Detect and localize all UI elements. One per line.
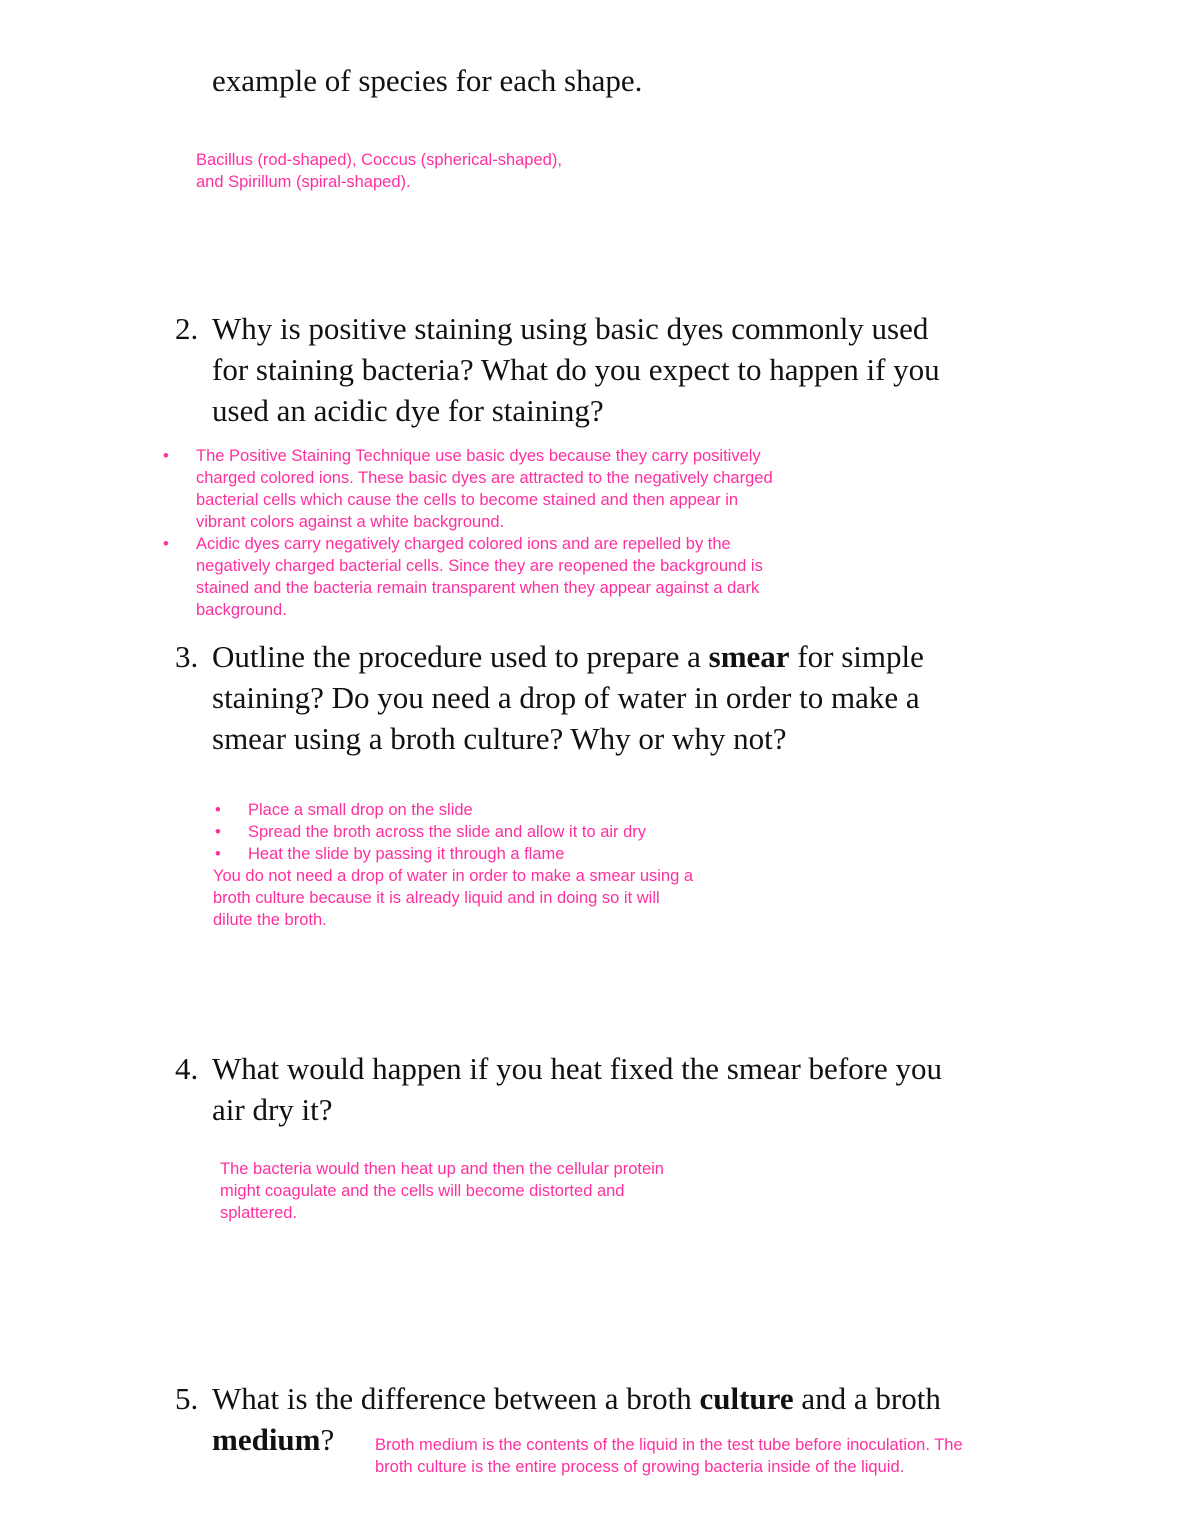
question-4-line: air dry it? <box>212 1092 333 1127</box>
answer-3-line: dilute the broth. <box>213 911 327 929</box>
bullet-icon: • <box>215 823 221 841</box>
answer-2-bullet <box>163 533 773 621</box>
answer-2-line: Acidic dyes carry negatively charged colored ions and are repelled by the <box>196 535 731 553</box>
question-1-text: example of species for each shape. <box>212 63 643 98</box>
answer-5 <box>375 1434 963 1478</box>
question-2-line: Why is positive staining using basic dyes commonly used <box>212 311 929 346</box>
question-3 <box>175 636 924 759</box>
bullet-icon: • <box>163 447 169 465</box>
question-5-term-medium: medium <box>212 1422 321 1457</box>
answer-2-line: background. <box>196 601 287 619</box>
question-4 <box>175 1048 942 1130</box>
answer-3-line: broth culture because it is already liquid and in doing so it will <box>213 889 660 907</box>
answer-2-line: vibrant colors against a white background. <box>196 513 505 531</box>
answer-3-line: You do not need a drop of water in order to make a smear using a <box>213 867 694 885</box>
answer-3-step <box>215 843 693 865</box>
answer-4-line: The bacteria would then heat up and then the cellular protein <box>220 1160 664 1178</box>
bullet-icon: • <box>215 845 221 863</box>
question-3-line: staining? Do you need a drop of water in order to make a <box>212 680 920 715</box>
bullet-icon: • <box>215 801 221 819</box>
question-5-text: ? <box>320 1422 335 1457</box>
question-4-number: 4. <box>175 1051 199 1086</box>
answer-1-line: Bacillus (rod-shaped), Coccus (spherical-shaped), <box>196 151 562 169</box>
question-3-text: for simple <box>789 639 924 674</box>
question-4-line: What would happen if you heat fixed the smear before you <box>212 1051 942 1086</box>
answer-4-line: might coagulate and the cells will become distorted and <box>220 1182 625 1200</box>
question-3-line <box>212 636 924 677</box>
answer-3 <box>213 799 693 931</box>
answer-3-step-text: Place a small drop on the slide <box>248 801 473 819</box>
answer-2-line: The Positive Staining Technique use basic dyes because they carry positively <box>196 447 761 465</box>
answer-2-line: charged colored ions. These basic dyes are attracted to the negatively charged <box>196 469 773 487</box>
answer-3-step-text: Spread the broth across the slide and allow it to air dry <box>248 823 647 841</box>
question-5-number: 5. <box>175 1381 199 1416</box>
answer-2-line: bacterial cells which cause the cells to become stained and then appear in <box>196 491 739 509</box>
answer-2 <box>163 445 773 621</box>
question-2-line: for staining bacteria? What do you expect to happen if you <box>212 352 940 387</box>
question-1-continuation <box>212 60 642 101</box>
question-2-line: used an acidic dye for staining? <box>212 393 604 428</box>
question-3-text: Outline the procedure used to prepare a <box>212 639 709 674</box>
answer-3-step <box>215 821 693 843</box>
answer-3-step <box>215 799 693 821</box>
answer-1 <box>196 149 562 193</box>
question-5-line <box>212 1378 941 1419</box>
answer-2-line: stained and the bacteria remain transparent when they appear against a dark <box>196 579 760 597</box>
answer-5-line: broth culture is the entire process of growing bacteria inside of the liquid. <box>375 1458 905 1476</box>
answer-4 <box>220 1158 664 1224</box>
question-5-text: What is the difference between a broth <box>212 1381 700 1416</box>
answer-2-bullet <box>163 445 773 533</box>
question-2 <box>175 308 940 431</box>
question-2-number: 2. <box>175 311 199 346</box>
question-5-text: and a broth <box>793 1381 941 1416</box>
answer-3-step-text: Heat the slide by passing it through a flame <box>248 845 565 863</box>
question-3-line: smear using a broth culture? Why or why not? <box>212 721 787 756</box>
question-3-term-smear: smear <box>708 639 790 674</box>
question-5-term-culture: culture <box>699 1381 794 1416</box>
answer-2-line: negatively charged bacterial cells. Since they are reopened the background is <box>196 557 763 575</box>
answer-5-line: Broth medium is the contents of the liquid in the test tube before inoculation. The <box>375 1436 963 1454</box>
bullet-icon: • <box>163 535 169 553</box>
answer-1-line: and Spirillum (spiral-shaped). <box>196 173 411 191</box>
answer-4-line: splattered. <box>220 1204 298 1222</box>
question-3-number: 3. <box>175 639 199 674</box>
